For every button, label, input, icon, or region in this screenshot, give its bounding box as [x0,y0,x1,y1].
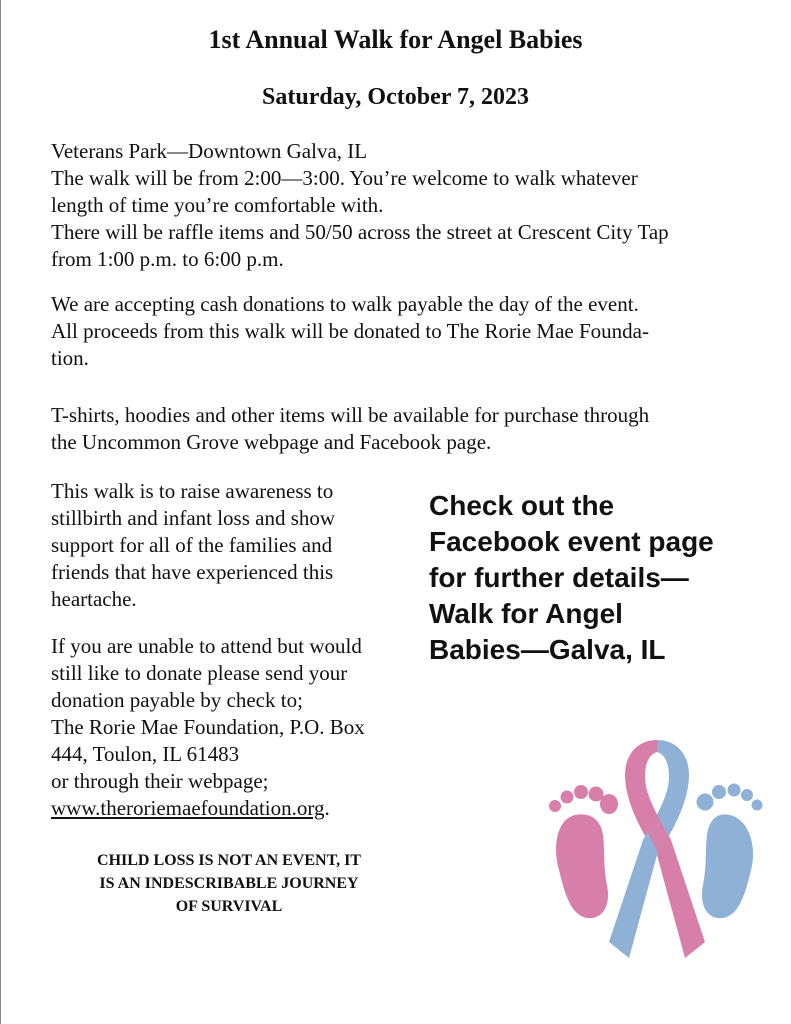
callout-line: Facebook event page [429,526,714,557]
awareness-paragraph [51,478,406,613]
mail-donation-line: still like to donate please send your [51,661,348,685]
closing-line: CHILD LOSS IS NOT AN EVENT, IT [97,852,361,869]
mail-donation-paragraph [51,633,406,822]
mail-donation-line: or through their webpage; [51,769,269,793]
ribbon-icon [609,740,705,958]
donations-line: We are accepting cash donations to walk payable the day of the event. [51,292,639,316]
donations-line: All proceeds from this walk will be donated to The Rorie Mae Founda- [51,319,649,343]
merch-paragraph [51,402,751,456]
page-edge [0,0,1,1024]
details-line: from 1:00 p.m. to 6:00 p.m. [51,247,284,271]
mail-donation-line: donation payable by check to; [51,688,303,712]
merch-line: T-shirts, hoodies and other items will be available for purchase through [51,403,650,427]
event-details [51,138,751,273]
details-line: There will be raffle items and 50/50 across the street at Crescent City Tap [51,220,669,244]
awareness-line: heartache. [51,587,137,611]
mail-donation-line: If you are unable to attend but would [51,634,362,658]
callout-line: Walk for Angel [429,598,623,629]
awareness-line: stillbirth and infant loss and show [51,506,336,530]
callout-line: Babies—Galva, IL [429,634,666,665]
pink-footprint-icon [549,785,618,918]
awareness-line: This walk is to raise awareness to [51,479,334,503]
details-line: The walk will be from 2:00—3:00. You’re welcome to walk whatever [51,166,638,190]
awareness-line: support for all of the families and [51,533,333,557]
blue-footprint-icon [697,784,763,919]
donations-line: tion. [51,346,89,370]
foundation-website-link[interactable]: www.theroriemaefoundation.org [51,796,325,820]
callout-line: Check out the [429,490,615,521]
details-line: length of time you’re comfortable with. [51,193,384,217]
closing-line: IS AN INDESCRIBABLE JOURNEY [99,875,359,892]
callout-line: for further details— [429,562,689,593]
awareness-ribbon-logo [545,720,770,970]
details-line: Veterans Park—Downtown Galva, IL [51,139,368,163]
event-date: Saturday, October 7, 2023 [262,84,529,110]
merch-line: the Uncommon Grove webpage and Facebook page. [51,430,492,454]
mail-donation-line: The Rorie Mae Foundation, P.O. Box [51,715,365,739]
closing-statement [48,849,410,918]
facebook-callout [429,488,774,668]
closing-line: OF SURVIVAL [175,898,283,915]
link-suffix: . [324,796,330,820]
donations-paragraph [51,291,751,372]
awareness-line: friends that have experienced this [51,560,334,584]
event-title: 1st Annual Walk for Angel Babies [208,25,583,54]
website-line [51,795,406,822]
mail-donation-line: 444, Toulon, IL 61483 [51,742,240,766]
